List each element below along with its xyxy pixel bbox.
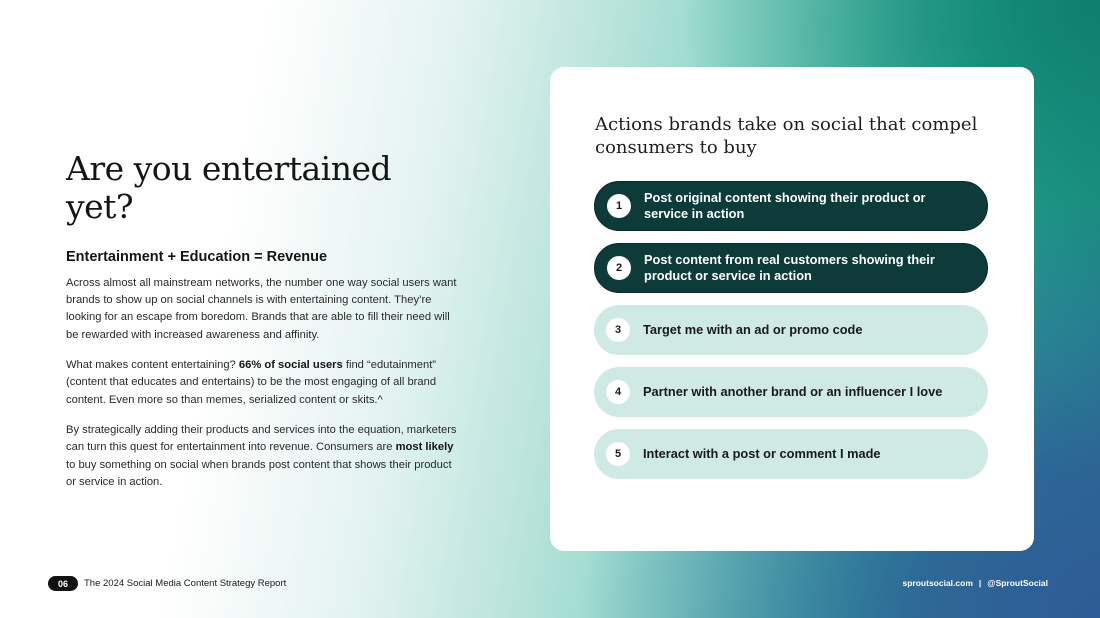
- card-title: Actions brands take on social that compel consumers to buy: [595, 114, 978, 158]
- action-item: [594, 367, 988, 417]
- action-number-badge: 2: [607, 256, 631, 280]
- body-paragraph-2: What makes content entertaining? 66% of social users find “edutainment” (content that educates and entertains) to be the most engaging of all brand content. Even more so than memes, serialized content or skits.^: [66, 359, 437, 406]
- website-link[interactable]: sproutsocial.com: [902, 578, 973, 588]
- action-label: Post original content showing their product or service in action: [644, 190, 926, 221]
- action-item: [594, 429, 988, 479]
- body-paragraph-3: By strategically adding their products and services into the equation, marketers can turn this quest for entertainment into revenue. Consumers are most likely to buy something on social when brands post content that shows their product or service in action.: [66, 423, 457, 488]
- action-label: Target me with an ad or promo code: [643, 322, 863, 337]
- action-label: Post content from real customers showing their product or service in action: [644, 252, 935, 283]
- report-title: The 2024 Social Media Content Strategy Report: [84, 578, 287, 589]
- body-paragraph-1: Across almost all mainstream networks, the number one way social users want brands to show up on social channels is with entertaining content. They’re looking for an escape from boredom. Brands that are able to fill their need will be rewarded with increased awareness and affinity.: [66, 276, 457, 341]
- page-title: Are you entertained yet?: [66, 149, 392, 226]
- intro-section: [66, 150, 458, 491]
- action-number-badge: 5: [606, 442, 630, 466]
- action-item: [594, 243, 988, 293]
- actions-card: [550, 67, 1034, 551]
- subheading: Entertainment + Education = Revenue: [66, 248, 328, 265]
- stat-highlight: 66% of social users: [238, 359, 343, 372]
- page-number-badge: 06: [48, 576, 78, 591]
- action-item: [594, 305, 988, 355]
- footer-separator: |: [978, 578, 982, 588]
- emphasis-text: most likely: [395, 441, 454, 454]
- footer-right: [903, 578, 1049, 588]
- action-label: Partner with another brand or an influencer I love: [643, 384, 943, 399]
- action-number-badge: 4: [606, 380, 630, 404]
- action-number-badge: 3: [606, 318, 630, 342]
- action-item: [594, 181, 988, 231]
- actions-list: [594, 181, 988, 491]
- action-number-badge: 1: [607, 194, 631, 218]
- social-handle-link[interactable]: @SproutSocial: [987, 578, 1048, 588]
- action-label: Interact with a post or comment I made: [643, 446, 881, 461]
- footer-left: [48, 576, 286, 591]
